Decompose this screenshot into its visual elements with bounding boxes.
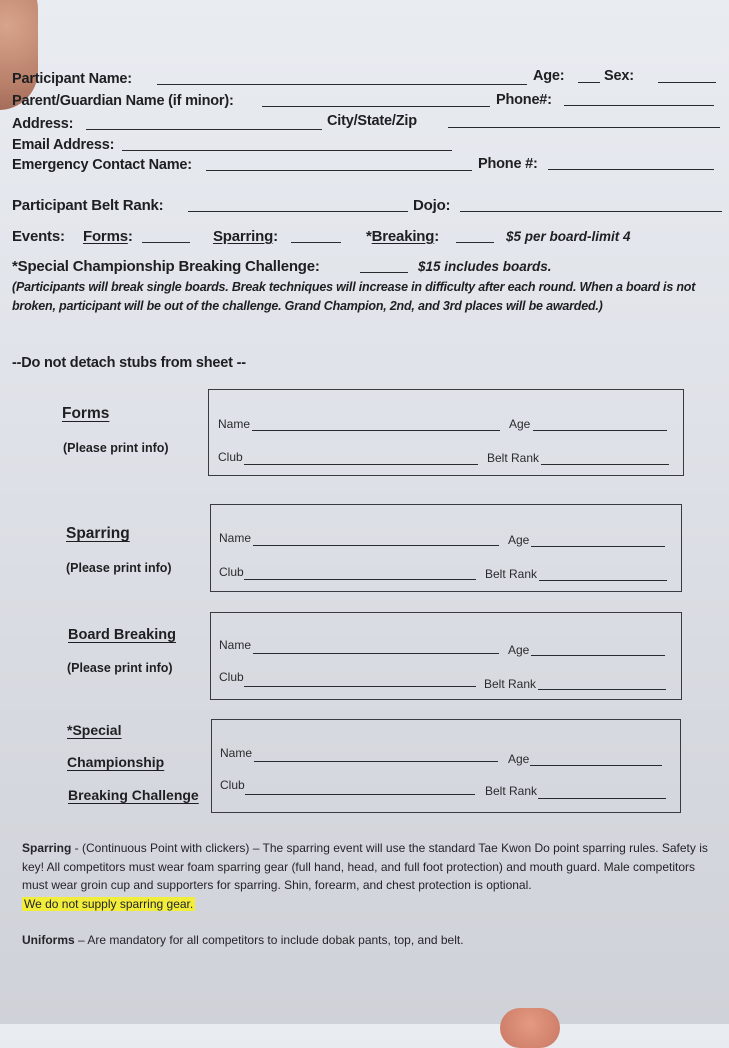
stub-special-title-line-2: Championship [67,754,165,770]
stub-belt-rank-label: Belt Rank [485,784,538,798]
uniforms-rules [22,931,712,950]
emergency-phone-field[interactable] [548,169,714,170]
special-challenge-price-note: $15 includes boards. [418,259,552,274]
sparring-rules [22,839,712,913]
stub-age-field[interactable] [531,546,665,547]
breaking-price-note: $5 per board-limit 4 [506,229,631,244]
event-forms-label: Forms: [83,228,133,245]
emergency-contact-label: Emergency Contact Name: [12,157,192,173]
stub-name-field[interactable] [253,545,499,546]
stub-belt-rank-field[interactable] [539,580,667,581]
stub-age-field[interactable] [530,765,662,766]
age-label: Age: [533,68,565,84]
stub-age-label: Age [508,752,530,766]
stub-club-field[interactable] [245,794,475,795]
stub-club-field[interactable] [244,686,476,687]
stub-name-label: Name [220,746,253,760]
stub-age-label: Age [508,643,530,657]
address-label: Address: [12,116,74,132]
stub-forms-box [208,389,684,476]
stub-forms-subtitle: (Please print info) [63,441,169,455]
event-sparring-field[interactable] [291,242,341,243]
stub-age-field[interactable] [533,430,667,431]
dojo-label: Dojo: [413,197,451,214]
uniforms-heading: Uniforms [22,933,75,947]
events-label: Events: [12,228,65,245]
special-challenge-field[interactable] [360,272,408,273]
stub-club-label: Club [219,670,244,684]
stub-belt-rank-field[interactable] [538,689,666,690]
stub-name-label: Name [219,531,252,545]
stub-name-field[interactable] [254,761,498,762]
challenge-rules-text: (Participants will break single boards. Break techniques will increase in difficulty after each round. When a board is not broken, participant will be out of the challenge. Grand Champion, 2nd, and 3rd places will be awarded.) [12,280,696,313]
stub-name-field[interactable] [252,430,500,431]
stub-special-box [211,719,681,813]
stub-special-title-line-3: Breaking Challenge [68,787,199,803]
event-breaking-label: *Breaking: [366,228,440,245]
stub-club-label: Club [218,450,243,464]
stubs-notice: --Do not detach stubs from sheet -- [12,355,246,371]
emergency-phone-label: Phone #: [478,156,538,172]
finger-bottom [500,1008,560,1048]
sex-label: Sex: [604,68,634,84]
stub-name-field[interactable] [253,653,499,654]
sparring-rules-text: - (Continuous Point with clickers) – The sparring event will use the standard Tae Kwon Do point sparring rules. Safety is key! All competitors must wear foam sparring gear (full hand, head, and full foot protection) and mouth guard. Male competitors must wear groin cup and supporters for sparring. Shin, forearm, and chest protection is optional. [22,841,708,892]
participant-name-label: Participant Name: [12,71,132,87]
city-state-zip-field[interactable] [448,127,720,128]
sparring-rules-heading: Sparring [22,841,72,855]
guardian-name-label: Parent/Guardian Name (if minor): [12,93,234,109]
stub-belt-rank-label: Belt Rank [484,677,537,691]
event-breaking-field[interactable] [456,242,494,243]
stub-name-label: Name [219,638,252,652]
belt-rank-label: Participant Belt Rank: [12,197,164,214]
stub-board-breaking-title: Board Breaking [68,627,176,643]
emergency-contact-field[interactable] [206,170,472,171]
city-state-zip-label: City/State/Zip [327,113,417,129]
special-challenge-label: *Special Championship Breaking Challenge: [12,258,320,275]
stub-belt-rank-field[interactable] [541,464,669,465]
age-field[interactable] [578,82,600,83]
stub-club-field[interactable] [244,579,476,580]
stub-age-field[interactable] [531,655,665,656]
guardian-name-field[interactable] [262,106,490,107]
email-label: Email Address: [12,137,115,153]
stub-belt-rank-field[interactable] [538,798,666,799]
stub-board-breaking-subtitle: (Please print info) [67,661,173,675]
email-field[interactable] [122,150,452,151]
dojo-field[interactable] [460,211,722,212]
stub-club-label: Club [219,565,244,579]
phone-field[interactable] [564,105,714,106]
sex-field[interactable] [658,82,716,83]
phone-label: Phone#: [496,92,552,108]
stub-forms-title: Forms [62,405,110,422]
stub-name-label: Name [218,417,251,431]
stub-club-label: Club [220,778,245,792]
uniforms-text: – Are mandatory for all competitors to include dobak pants, top, and belt. [74,933,464,947]
belt-rank-field[interactable] [188,211,408,212]
event-forms-field[interactable] [142,242,190,243]
stub-sparring-subtitle: (Please print info) [66,561,172,575]
stub-special-title-line-1: *Special [67,722,122,738]
address-field[interactable] [86,129,322,130]
stub-sparring-title: Sparring [66,525,130,542]
stub-age-label: Age [509,417,531,431]
event-sparring-label: Sparring: [213,228,278,245]
stub-sparring-box [210,504,682,592]
stub-board-breaking-box [210,612,682,700]
stub-belt-rank-label: Belt Rank [487,451,540,465]
stub-belt-rank-label: Belt Rank [485,567,538,581]
stub-club-field[interactable] [244,464,478,465]
participant-name-field[interactable] [157,84,527,85]
stub-age-label: Age [508,533,530,547]
sparring-gear-highlight: We do not supply sparring gear. [24,896,194,911]
